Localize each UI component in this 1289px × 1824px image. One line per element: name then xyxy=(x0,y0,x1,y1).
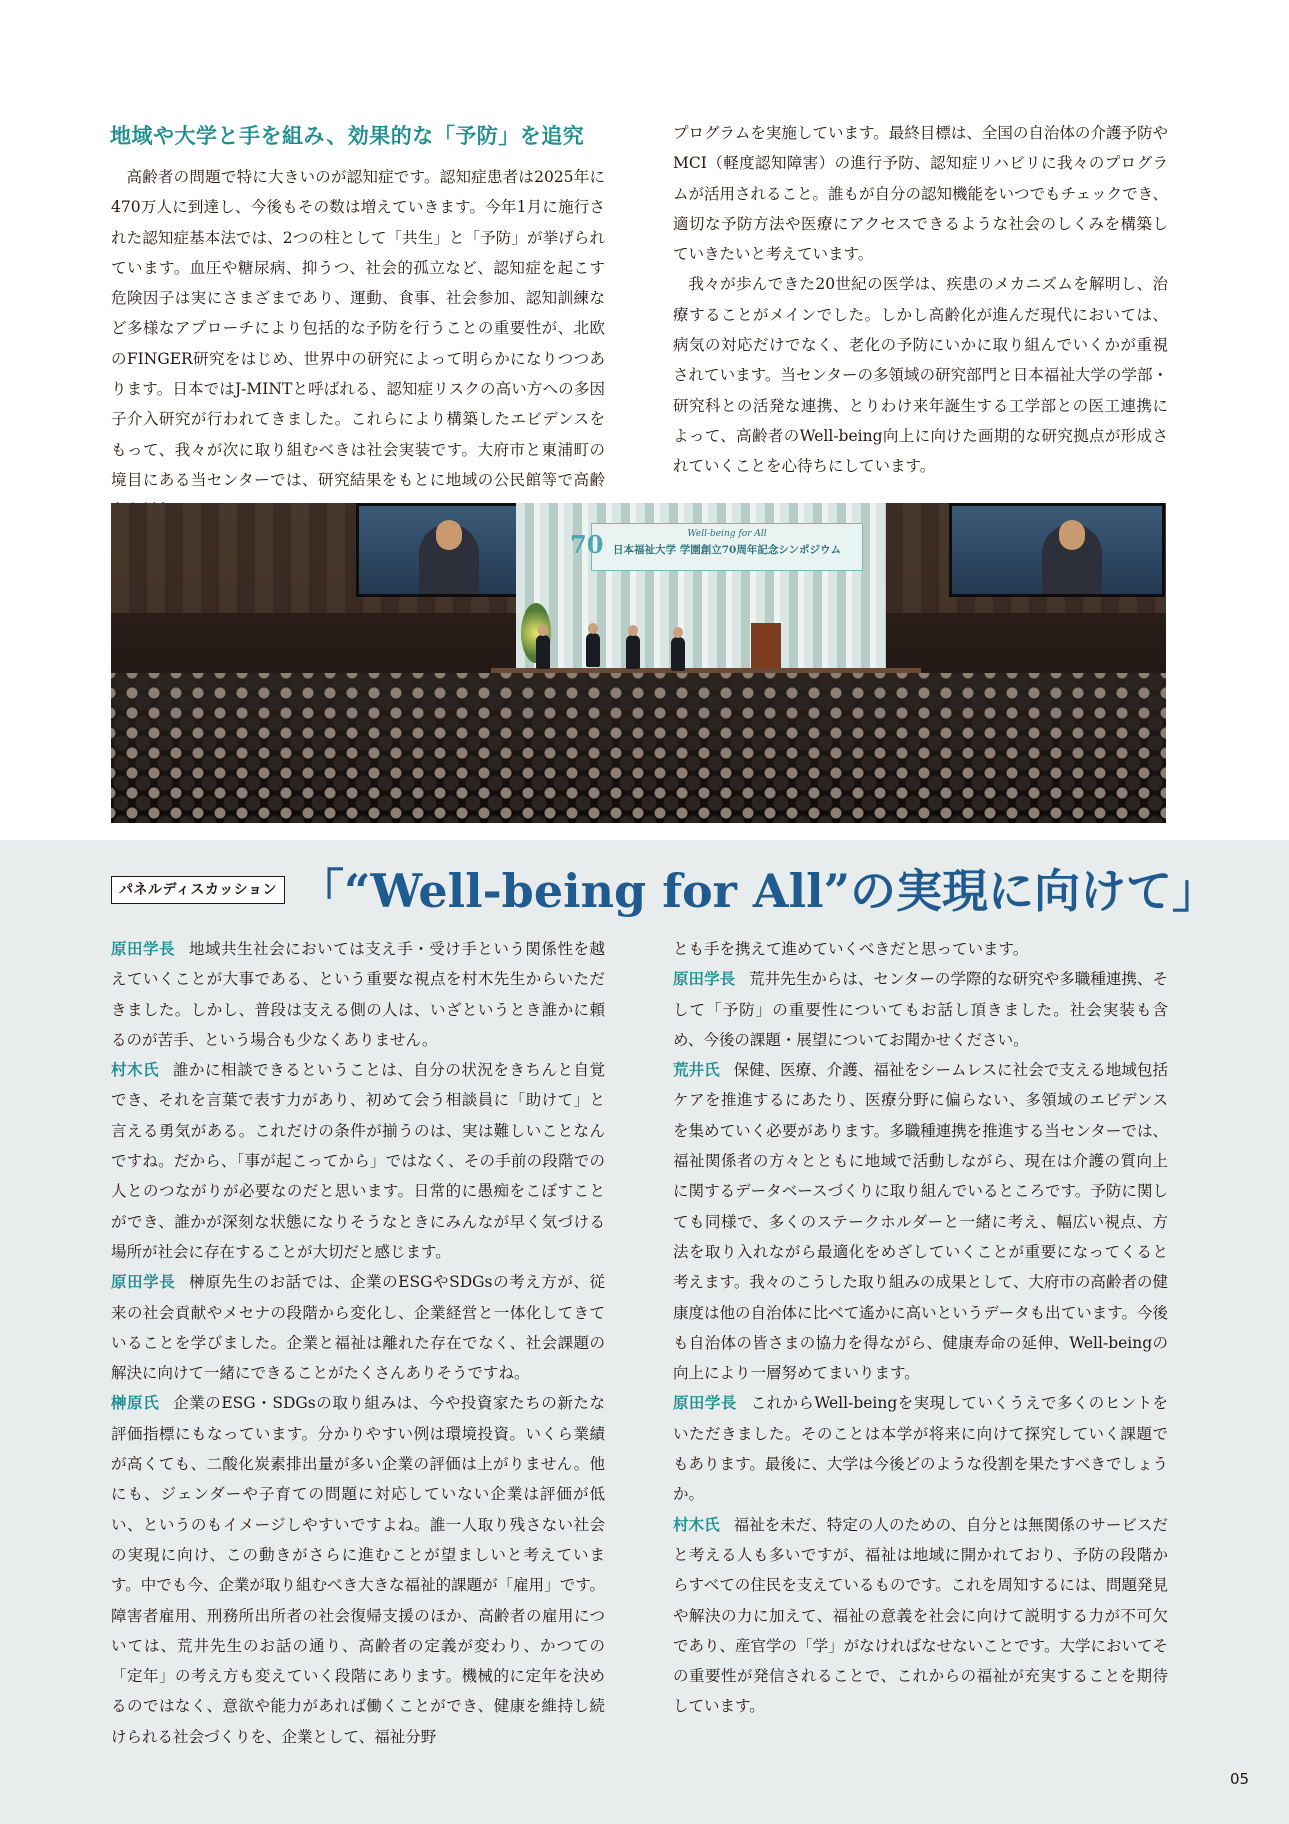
panel-title: 「“Well-being for All”の実現に向けて」 xyxy=(298,864,1219,918)
panelist xyxy=(536,635,550,669)
remark-text: 保健、医療、介護、福祉をシームレスに社会で支える地域包括ケアを推進するにあたり、医療分野に偏らない、多領域のエビデンスを集めていく必要があります。多職種連携を推進する当センターでは、福祉関係者の方々とともに地域で活動しながら、現在は介護の質向上に関するデータベースづくりに取り組んでいるところです。予防に関しても同様で、多くのステークホルダーと一緒に考え、幅広い視点、方法を取り入れながら最適化をめざしていくことが重要になってくると考えます。我々のこうした取り組みの成果として、大府市の高齢者の健康度は他の自治体に比べて遙かに高いというデータも出ています。今後も自治体の皆さまの協力を得ながら、健康寿命の延伸、Well-beingの向上により一層努めてまいります。 xyxy=(673,1061,1168,1383)
symposium-banner xyxy=(570,523,863,571)
speaker-name: 原田学長 xyxy=(111,1272,176,1292)
intro-paragraph: 高齢者の問題で特に大きいのが認知症です。認知症患者は2025年に470万人に到達し、今後もその数は増えていきます。今年1月に施行された認知症基本法では、2つの柱として「共生」と「予防」が挙げられています。血圧や糖尿病、抑うつ、社会的孤立など、認知症を起こす危険因子は実にさまざまであり、運動、食事、社会参加、認知訓練など多様なアプローチにより包括的な予防を行うことの重要性が、北欧のFINGER研究をはじめ、世界中の研究によって明らかになりつつあります。日本ではJ-MINTと呼ばれる、認知症リスクの高い方への多因子介入研究が行われてきました。これらにより構築したエビデンスをもって、我々が次に取り組むべきは社会実装です。大府市と東浦町の境目にある当センターでは、研究結果をもとに地域の公民館等で高齢 xyxy=(111,168,605,489)
audience xyxy=(111,673,1166,823)
panel-remark-continued: とも手を携えて進めていくべきだと思っています。 xyxy=(673,940,1029,958)
panel-discussion-label: パネルディスカッション xyxy=(111,876,285,904)
panel-remark xyxy=(111,1388,605,1752)
panel-remark xyxy=(111,934,605,1055)
remark-text: 荒井先生からは、センターの学際的な研究や多職種連携、そして「予防」の重要性についてもお話し頂きました。社会実装も含め、今後の課題・展望についてお聞かせください。 xyxy=(673,970,1168,1049)
panelist xyxy=(626,635,640,669)
panel-remark xyxy=(673,964,1168,1055)
banner-subtitle: Well-being for All xyxy=(687,529,767,539)
panel-remark xyxy=(673,1510,1168,1722)
speaker-name: 榊原氏 xyxy=(111,1393,160,1413)
section-heading: 地域や大学と手を組み、効果的な「予防」を追究 xyxy=(110,123,585,148)
panel-remark xyxy=(111,1267,605,1388)
panel-column-right xyxy=(673,934,1168,1716)
right-projection-screen xyxy=(949,503,1165,597)
banner-title: 日本福祉大学 学園創立70周年記念シンポジウム xyxy=(613,544,841,556)
speaker-name: 原田学長 xyxy=(673,969,736,989)
intro-paragraph-2: 我々が歩んできた20世紀の医学は、疾患のメカニズムを解明し、治療することがメインでした。しかし高齢化が進んだ現代においては、病気の対応だけでなく、老化の予防にいかに取り組んでいくかが重視されています。当センターの多領域の研究部門と日本福祉大学の学部・研究科との活発な連携、とりわけ来年誕生する工学部との医工連携によって、高齢者のWell-being向上に向けた画期的な研究拠点が形成されていくことを心待ちにしています。 xyxy=(673,275,1168,476)
intro-column-right xyxy=(673,118,1168,488)
speaker-name: 村木氏 xyxy=(673,1514,720,1534)
panel-column-left xyxy=(111,934,605,1746)
speaker-name: 原田学長 xyxy=(673,1393,737,1413)
panel-remark xyxy=(673,1055,1168,1388)
panel-remark xyxy=(673,1388,1168,1509)
speaker-name: 村木氏 xyxy=(111,1060,160,1080)
panelist xyxy=(586,633,600,667)
remark-text: これからWell-beingを実現していくうえで多くのヒントをいただきました。そのことは本学が将来に向けて探究していく課題でもあります。最後に、大学は今後どのような役割を果たすべきでしょうか。 xyxy=(673,1394,1168,1504)
anniversary-logo: 70 xyxy=(570,530,604,559)
remark-text: 誰かに相談できるということは、自分の状況をきちんと自覚でき、それを言葉で表す力があり、初めて会う相談員に「助けて」と言える勇気がある。これだけの条件が揃うのは、実は難しいことなんですね。だから、「事が起こってから」ではなく、その手前の段階での人とのつながりが必要なのだと思います。日常的に愚痴をこぼすことができ、誰かが深刻な状態になりそうなときにみんなが早く気づける場所が社会に存在することが大切だと感じます。 xyxy=(111,1061,605,1261)
page-number: 05 xyxy=(1230,1770,1250,1788)
remark-text: 企業のESG・SDGsの取り組みは、今や投資家たちの新たな評価指標にもなっています。分かりやすい例は環境投資。いくら業績が高くても、二酸化炭素排出量が多い企業の評価は上がりません。他にも、ジェンダーや子育ての問題に対応していない企業は評価が低い、というのもイメージしやすいですよね。誰一人取り残さない社会の実現に向け、この動きがさらに進むことが望ましいと考えています。中でも今、企業が取り組むべき大きな福祉的課題が「雇用」です。障害者雇用、刑務所出所者の社会復帰支援のほか、高齢者の雇用については、荒井先生のお話の通り、高齢者の定義が変わり、かつての「定年」の考え方も変えていく段階にあります。機械的に定年を決めるのではなく、意欲や能力があれば働くことができ、健康を維持し続けられる社会づくりを、企業として、福祉分野 xyxy=(111,1394,605,1746)
panelist xyxy=(671,637,685,671)
remark-text: 福祉を未だ、特定の人のための、自分とは無関係のサービスだと考える人も多いですが、福祉は地域に開かれており、予防の段階からすべての住民を支えているものです。これを周知するには、問題発見や解決の力に加えて、福祉の意義を社会に向けて説明する力が不可欠であり、産官学の「学」がなければなせないことです。大学においてその重要性が発信されることで、これからの福祉が充実することを期待しています。 xyxy=(673,1515,1168,1716)
panel-remark xyxy=(111,1055,605,1267)
intro-column-left xyxy=(111,162,605,492)
intro-paragraph-continued: プログラムを実施しています。最終目標は、全国の自治体の介護予防やMCI（軽度認知障害）の進行予防、認知症リハビリに我々のプログラムが活用されること。誰もが自分の認知機能をいつでもチェックでき、適切な予防方法や医療にアクセスできるような社会のしくみを構築していきたいと考えています。 xyxy=(673,124,1168,264)
symposium-photo xyxy=(111,503,1166,823)
speaker-name: 荒井氏 xyxy=(673,1060,720,1080)
remark-text: 地域共生社会においては支え手・受け手という関係性を越えていくことが大事である、という重要な視点を村木先生からいただきました。しかし、普段は支える側の人は、いざというとき誰かに頼るのが苦手、という場合も少なくありません。 xyxy=(111,940,605,1049)
speaker-name: 原田学長 xyxy=(111,939,176,958)
remark-text: 榊原先生のお話では、企業のESGやSDGsの考え方が、従来の社会貢献やメセナの段階から変化し、企業経営と一体化してきていることを学びました。企業と福祉は離れた存在でなく、社会課題の解決に向けて一緒にできることがたくさんありそうですね。 xyxy=(111,1273,605,1383)
